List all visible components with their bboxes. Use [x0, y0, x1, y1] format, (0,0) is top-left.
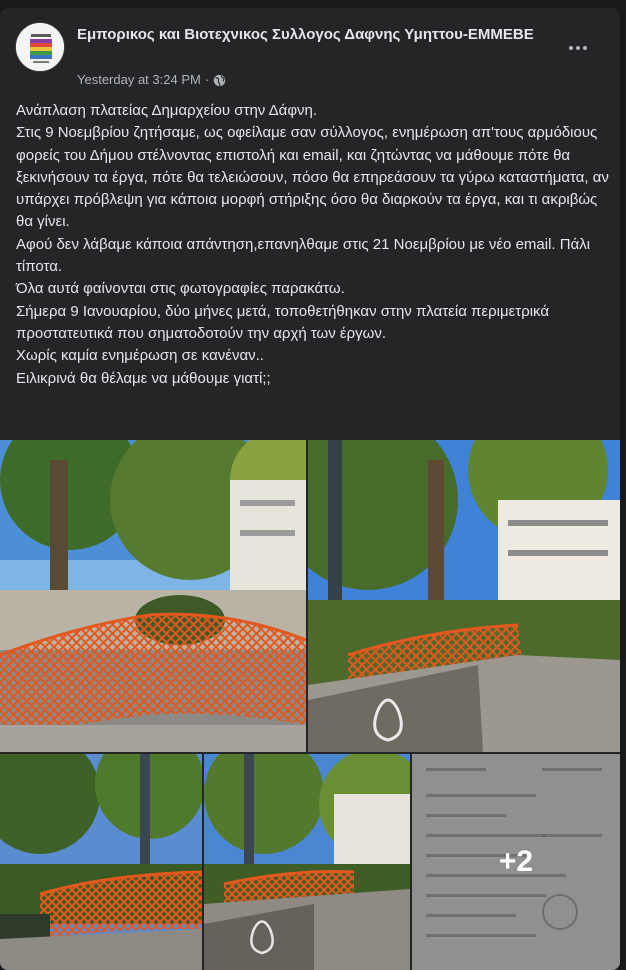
post-photo-4[interactable]	[204, 754, 410, 970]
post-text-line: Χωρίς καμία ενημέρωση σε κανέναν..	[16, 347, 264, 365]
post-author[interactable]: Εμπορικος και Βιοτεχνικος Συλλογος Δαφνης Υμηττου-ΕΜΜΕΒΕ	[77, 26, 534, 43]
page-avatar[interactable]	[15, 22, 65, 72]
post-photo-5[interactable]	[412, 754, 620, 970]
post-text-line: Ανάπλαση πλατείας Δημαρχείου στην Δάφνη.	[16, 102, 318, 119]
post-text-line: Σήμερα 9 Ιανουαρίου, δύο μήνες μετά, τοποθετήθηκαν στην πλατεία περιμετρικά προστατευτικά που σηματοδοτούν την αρχή των έργων.	[16, 302, 550, 342]
post-card	[0, 8, 620, 970]
post-text-line: Αφού δεν λάβαμε κάποια απάντηση,επανηλθαμε στις 21 Νοεμβρίου με νέο email. Πάλι τίποτα.	[16, 235, 591, 276]
more-photos-count: +2	[498, 845, 534, 878]
post-photo-3[interactable]	[0, 754, 202, 970]
post-text-line: Όλα αυτά φαίνονται στις φωτογραφίες παρακάτω.	[16, 280, 345, 298]
post-text	[16, 100, 612, 390]
post-photo-1[interactable]	[0, 440, 306, 752]
post-text-line: Ειλικρινά θα θέλαμε να μάθουμε γιατί;;	[16, 369, 271, 387]
globe-icon[interactable]	[213, 74, 226, 87]
more-options-icon	[569, 46, 573, 50]
post-meta	[77, 71, 226, 89]
post-photo-2[interactable]	[308, 440, 620, 752]
more-options-button[interactable]	[560, 30, 596, 66]
page-logo-icon	[16, 23, 65, 72]
post-text-line: Στις 9 Νοεμβρίου ζητήσαμε, ως οφείλαμε σαν σύλλογος, ενημέρωση απ'τους αρμόδιους φορείς του Δήμου στέλνοντας επιστολή και email, και ζητώντας να μάθουμε πότε θα ξεκινήσουν τα έργα, πότε θα τελειώσουν, πόσο θα επηρεάσουν τα γύρω καταστήματα, αν υπάρχει πρόβλεψη για κάποια μορφή στήριξης όσο θα διαρκούν τα έργα, και τι ακριβώς θα γίνει.	[16, 124, 609, 231]
more-photos-overlay[interactable]	[412, 754, 620, 970]
post-header	[15, 20, 608, 87]
meta-separator: ·	[204, 72, 210, 87]
post-timestamp[interactable]: Yesterday at 3:24 PM	[77, 72, 201, 87]
